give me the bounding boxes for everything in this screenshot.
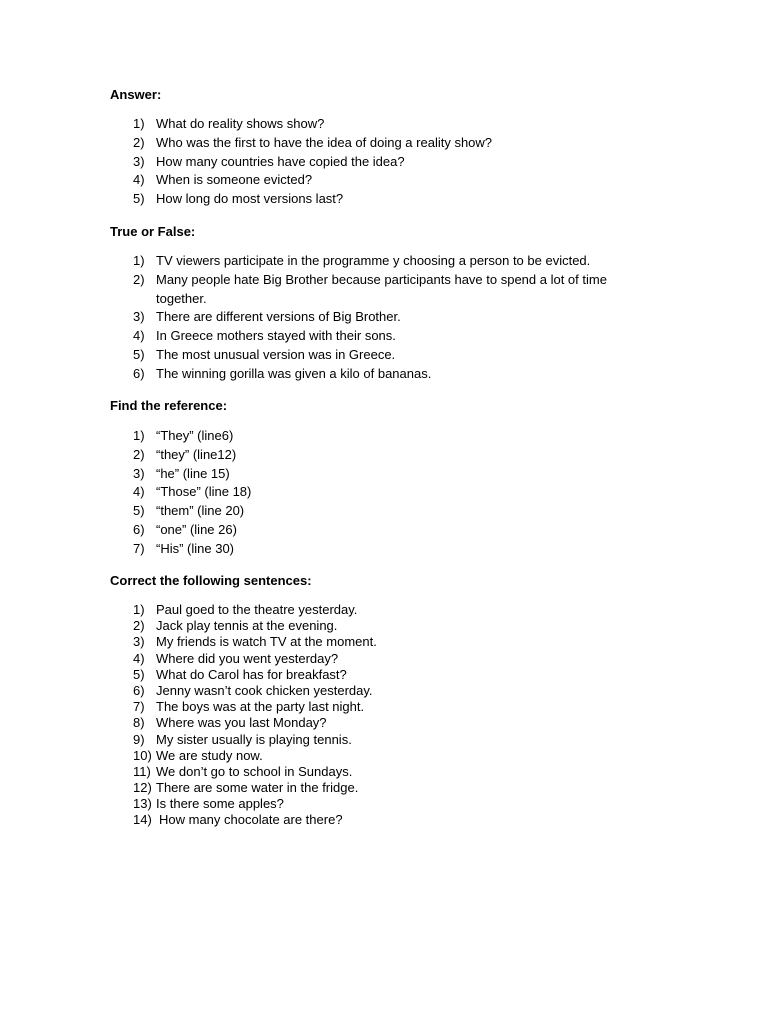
reference-list xyxy=(0,427,768,559)
item-text: Where was you last Monday? xyxy=(156,715,327,731)
item-text: My sister usually is playing tennis. xyxy=(156,731,352,747)
list-item xyxy=(0,502,768,521)
item-text: In Greece mothers stayed with their sons. xyxy=(156,328,396,344)
list-item xyxy=(0,365,768,384)
item-number: 3) xyxy=(133,465,145,481)
item-number: 12) xyxy=(133,780,152,796)
item-text: When is someone evicted? xyxy=(156,172,313,188)
item-number: 8) xyxy=(133,715,145,731)
item-number: 6) xyxy=(133,682,145,698)
item-text: Jenny wasn’t cook chicken yesterday. xyxy=(156,682,373,698)
list-item xyxy=(0,521,768,540)
item-number: 5) xyxy=(133,191,145,207)
item-text: “he” (line 15) xyxy=(156,465,230,481)
list-item xyxy=(0,190,768,209)
true-false-list xyxy=(0,252,768,384)
section-heading-correct: Correct the following sentences: xyxy=(110,573,312,588)
list-item xyxy=(0,483,768,502)
item-number: 1) xyxy=(133,116,145,131)
item-text: Many people hate Big Brother because participants have to spend a lot of time together. xyxy=(156,271,607,306)
list-item xyxy=(0,699,768,715)
section-heading-reference: Find the reference: xyxy=(110,398,228,413)
list-item xyxy=(0,732,768,748)
list-item xyxy=(0,346,768,365)
item-text: The most unusual version was in Greece. xyxy=(156,346,396,362)
list-item xyxy=(0,780,768,796)
list-item xyxy=(0,327,768,346)
item-text: The boys was at the party last night. xyxy=(156,699,365,715)
item-text: The winning gorilla was given a kilo of bananas. xyxy=(156,365,432,381)
item-text: TV viewers participate in the programme y choosing a person to be evicted. xyxy=(156,253,591,268)
item-number: 4) xyxy=(133,172,145,188)
item-number: 3) xyxy=(133,309,145,325)
list-item xyxy=(0,153,768,172)
item-number: 2) xyxy=(133,618,145,634)
item-text: Is there some apples? xyxy=(156,796,284,812)
list-item xyxy=(0,134,768,153)
item-number: 6) xyxy=(133,521,145,537)
list-item xyxy=(0,715,768,731)
item-text: Paul goed to the theatre yesterday. xyxy=(156,602,358,617)
item-text: “them” (line 20) xyxy=(156,503,245,519)
list-item xyxy=(0,602,768,618)
item-text: What do reality shows show? xyxy=(156,116,325,131)
section-heading-answer: Answer: xyxy=(110,87,162,102)
item-text: “They” (line6) xyxy=(156,428,234,443)
item-number: 5) xyxy=(133,666,145,682)
item-text: “Those” (line 18) xyxy=(156,484,252,500)
list-item xyxy=(0,540,768,559)
list-item xyxy=(0,308,768,327)
item-text: My friends is watch TV at the moment. xyxy=(156,634,377,650)
list-item xyxy=(0,634,768,650)
item-text: “His” (line 30) xyxy=(156,540,235,556)
item-number: 1) xyxy=(133,602,145,617)
item-number: 1) xyxy=(133,253,145,268)
correct-sentences-list xyxy=(0,602,768,829)
item-number: 5) xyxy=(133,503,145,519)
item-text: Who was the first to have the idea of doing a reality show? xyxy=(156,134,493,150)
list-item xyxy=(0,465,768,484)
list-item xyxy=(0,171,768,190)
item-text: How long do most versions last? xyxy=(156,191,344,207)
item-number: 14) xyxy=(133,812,152,828)
item-text: There are different versions of Big Brother. xyxy=(156,309,401,325)
item-text: “one” (line 26) xyxy=(156,521,237,537)
answer-list xyxy=(0,115,768,209)
item-number: 1) xyxy=(133,428,145,443)
item-number: 3) xyxy=(133,153,145,169)
item-number: 2) xyxy=(133,271,145,287)
list-item xyxy=(0,427,768,446)
list-item xyxy=(0,271,768,309)
item-number: 9) xyxy=(133,731,145,747)
list-item xyxy=(0,115,768,134)
item-text: How many chocolate are there? xyxy=(159,812,343,828)
item-text: Where did you went yesterday? xyxy=(156,650,339,666)
list-item xyxy=(0,796,768,812)
section-heading-true-false: True or False: xyxy=(110,224,196,239)
item-text: We don’t go to school in Sundays. xyxy=(156,763,353,779)
item-number: 13) xyxy=(133,796,152,812)
item-number: 3) xyxy=(133,634,145,650)
item-number: 11) xyxy=(133,763,151,779)
item-number: 7) xyxy=(133,699,145,715)
list-item xyxy=(0,812,768,828)
list-item xyxy=(0,446,768,465)
item-text: How many countries have copied the idea? xyxy=(156,153,405,169)
item-text: There are some water in the fridge. xyxy=(156,780,359,796)
list-item xyxy=(0,651,768,667)
item-number: 5) xyxy=(133,346,145,362)
item-number: 2) xyxy=(133,134,145,150)
item-number: 10) xyxy=(133,747,152,763)
list-item xyxy=(0,764,768,780)
item-number: 4) xyxy=(133,484,145,500)
list-item xyxy=(0,252,768,271)
item-text: Jack play tennis at the evening. xyxy=(156,618,338,634)
item-number: 6) xyxy=(133,365,145,381)
item-number: 4) xyxy=(133,650,145,666)
item-text: What do Carol has for breakfast? xyxy=(156,666,347,682)
list-item xyxy=(0,618,768,634)
list-item xyxy=(0,667,768,683)
item-number: 4) xyxy=(133,328,145,344)
list-item xyxy=(0,748,768,764)
list-item xyxy=(0,683,768,699)
item-text: We are study now. xyxy=(156,747,263,763)
item-text: “they” (line12) xyxy=(156,446,237,462)
item-number: 7) xyxy=(133,540,145,556)
item-number: 2) xyxy=(133,446,145,462)
